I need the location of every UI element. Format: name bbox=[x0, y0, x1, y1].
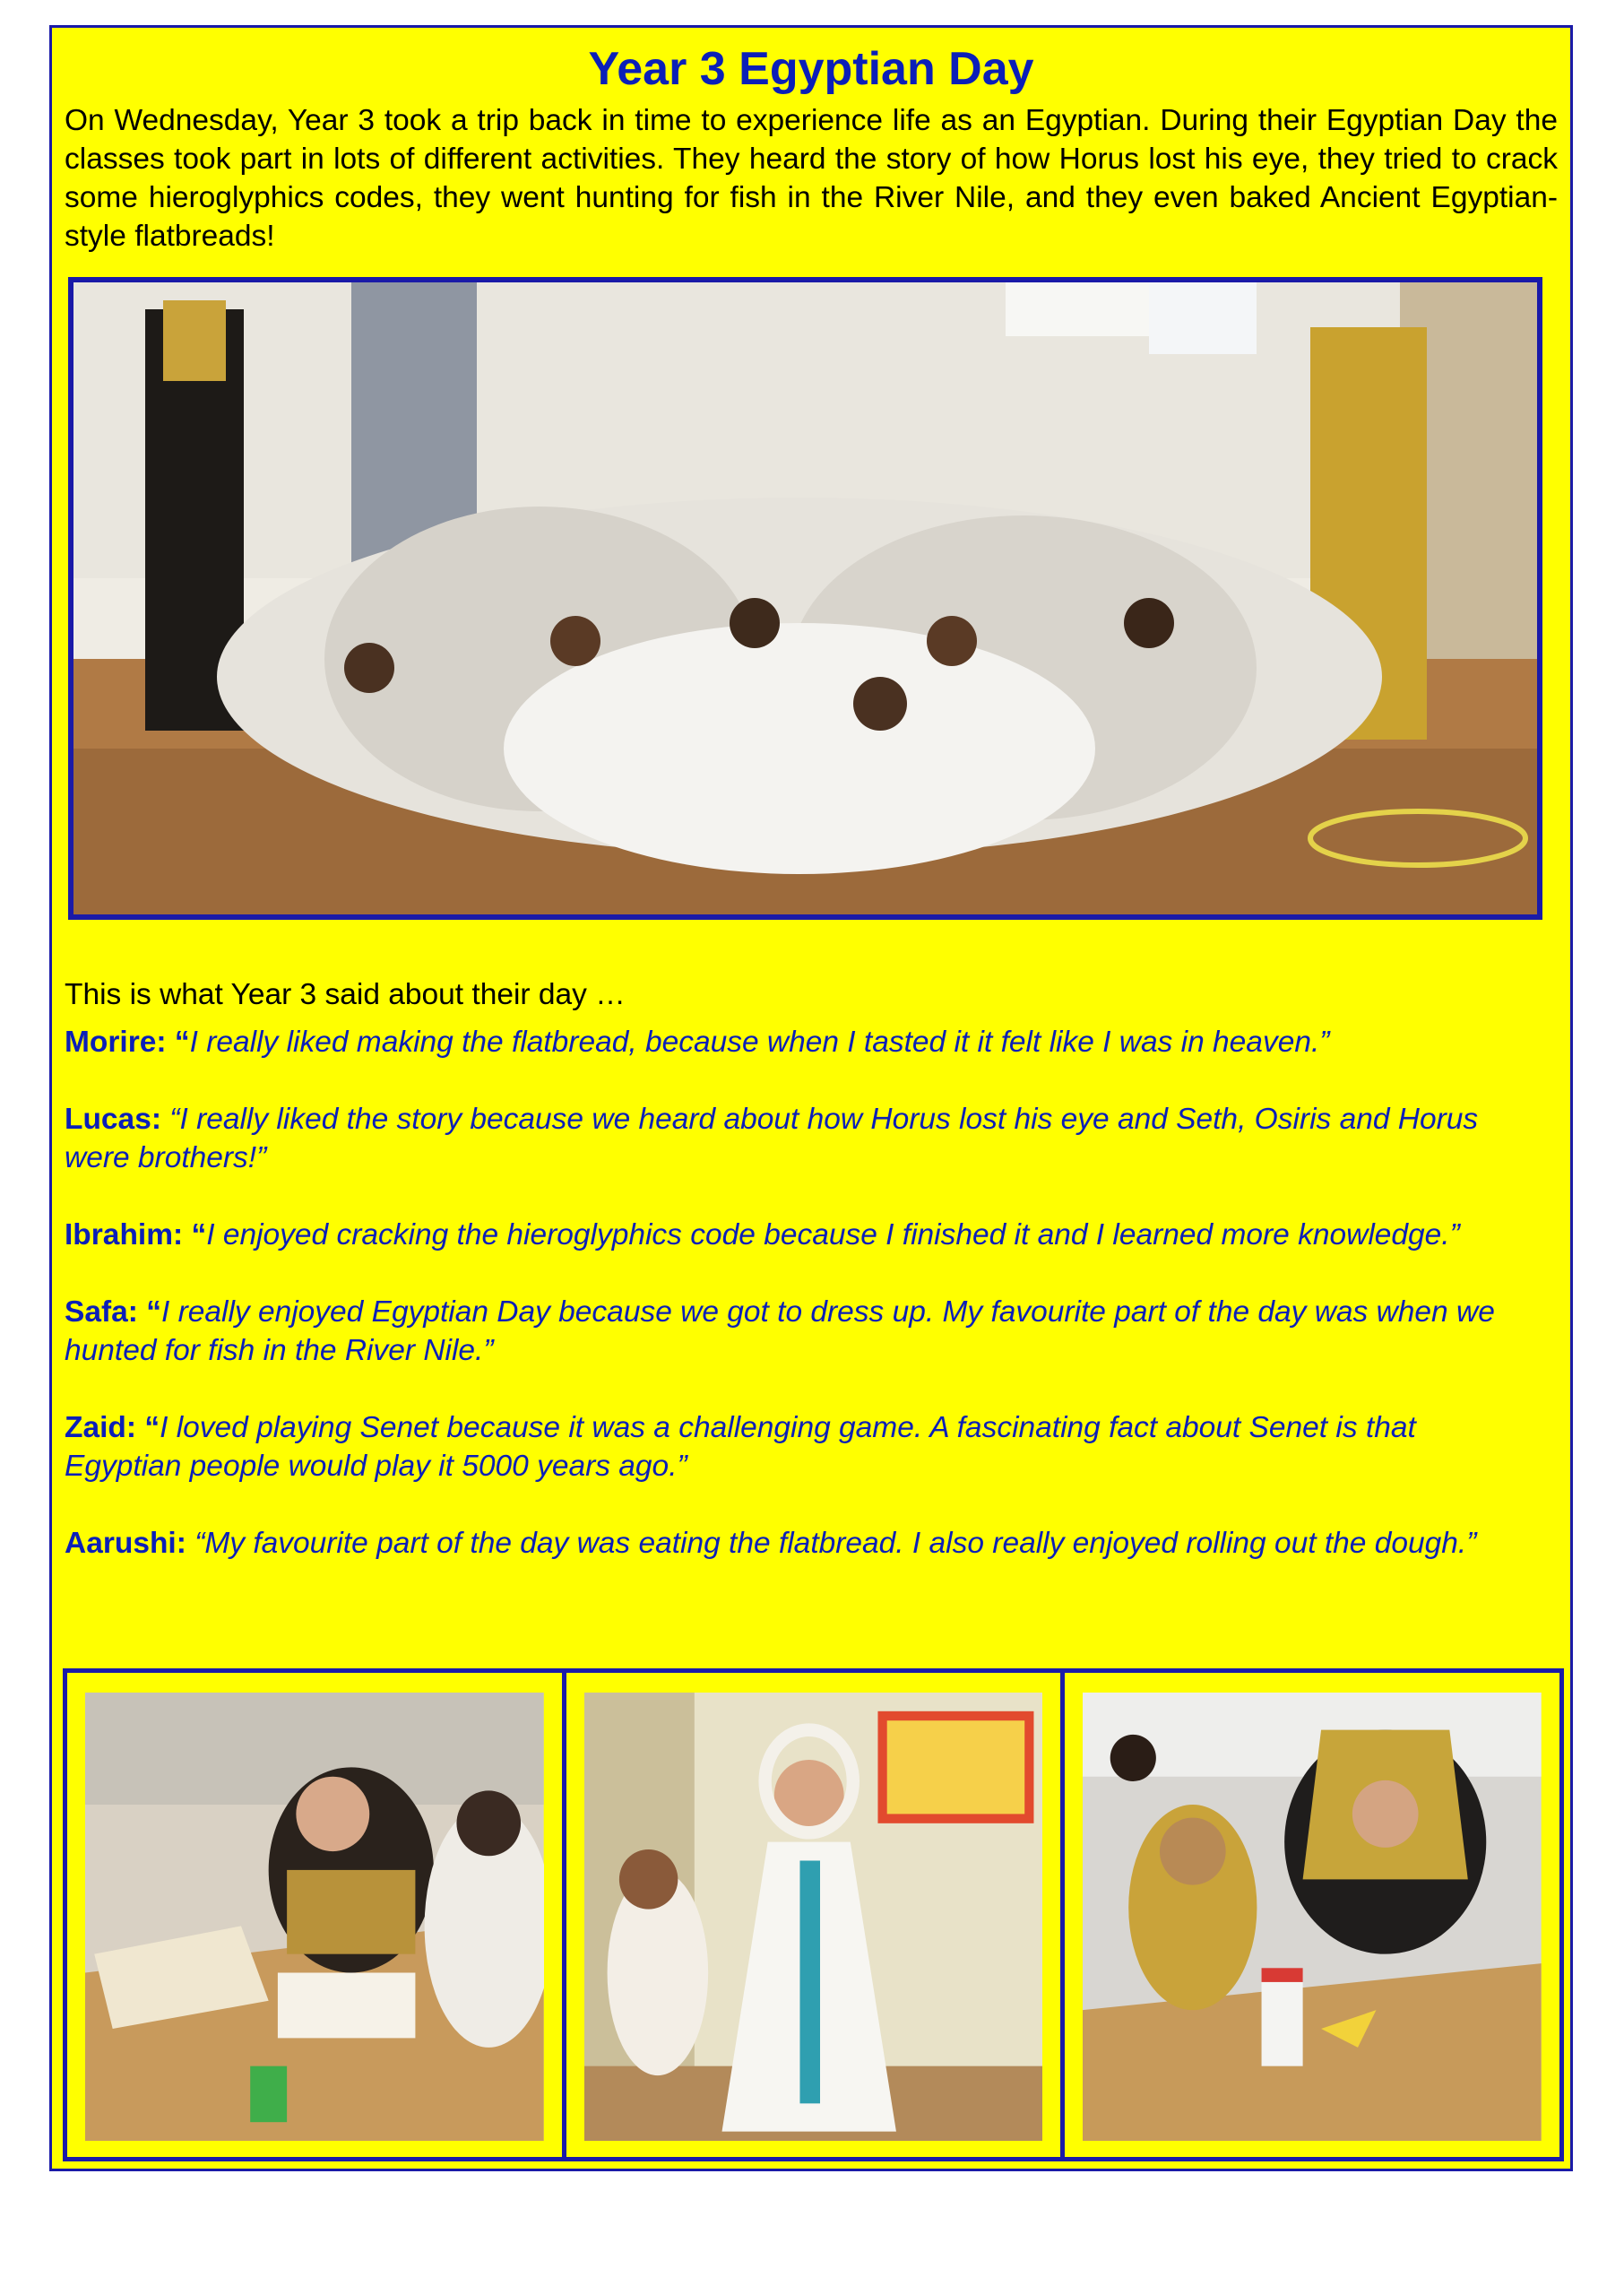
activity-photo-cell bbox=[1065, 1673, 1559, 2157]
class-group-photo bbox=[68, 277, 1542, 920]
pupil-quote bbox=[65, 1100, 1534, 1177]
quotes-intro: This is what Year 3 said about their day … bbox=[65, 978, 626, 1011]
pupil-name: Lucas: bbox=[65, 1103, 170, 1136]
pupil-quote bbox=[65, 1408, 1534, 1485]
pupil-quote bbox=[65, 1216, 1534, 1254]
pupil-name: Ibrahim: “ bbox=[65, 1218, 207, 1251]
pupil-quote-text: I loved playing Senet because it was a challenging game. A fascinating fact about Senet is that Egyptian people would play it 5000 years ago.” bbox=[65, 1411, 1416, 1483]
pupil-name: Morire: “ bbox=[65, 1026, 190, 1059]
pupil-quotes-list bbox=[65, 1023, 1534, 1601]
activity-photo-cell bbox=[566, 1673, 1066, 2157]
pupil-quote bbox=[65, 1524, 1534, 1563]
pupil-quote-text: “I really liked the story because we heard about how Horus lost his eye and Seth, Osiris and Horus were brothers!” bbox=[65, 1103, 1479, 1174]
activity-photo-cell bbox=[67, 1673, 566, 2157]
senet-game-photo bbox=[85, 1693, 544, 2141]
activity-photos-row bbox=[63, 1668, 1564, 2161]
pharaoh-game-photo-image bbox=[1083, 1693, 1542, 2141]
newsletter-frame bbox=[49, 25, 1573, 2171]
pupil-quote bbox=[65, 1023, 1534, 1061]
pupil-name: Safa: “ bbox=[65, 1295, 161, 1329]
senet-game-photo-image bbox=[85, 1693, 544, 2141]
pupil-quote bbox=[65, 1293, 1534, 1370]
pupil-quote-text: I really liked making the flatbread, because when I tasted it it felt like I was in heaven.” bbox=[189, 1026, 1330, 1059]
pupil-name: Aarushi: bbox=[65, 1527, 195, 1560]
teacher-costume-photo bbox=[584, 1693, 1043, 2141]
page-title: Year 3 Egyptian Day bbox=[588, 43, 1034, 95]
class-group-photo-image bbox=[73, 282, 1537, 914]
teacher-costume-photo-image bbox=[584, 1693, 1043, 2141]
pupil-quote-text: I really enjoyed Egyptian Day because we got to dress up. My favourite part of the day was when we hunted for fish in the River Nile.” bbox=[65, 1295, 1495, 1367]
pupil-quote-text: “My favourite part of the day was eating the flatbread. I also really enjoyed rolling out the dough.” bbox=[194, 1527, 1477, 1560]
pupil-quote-text: I enjoyed cracking the hieroglyphics code because I finished it and I learned more knowledge.” bbox=[206, 1218, 1460, 1251]
pupil-name: Zaid: “ bbox=[65, 1411, 160, 1444]
pharaoh-game-photo bbox=[1083, 1693, 1542, 2141]
intro-paragraph: On Wednesday, Year 3 took a trip back in time to experience life as an Egyptian. During their Egyptian Day the classes took part in lots of different activities. They heard the story of how Horus lost his eye, they tried to crack some hieroglyphics codes, they went hunting for fish in the River Nile, and they even baked Ancient Egyptian-style flatbreads! bbox=[65, 104, 1558, 253]
